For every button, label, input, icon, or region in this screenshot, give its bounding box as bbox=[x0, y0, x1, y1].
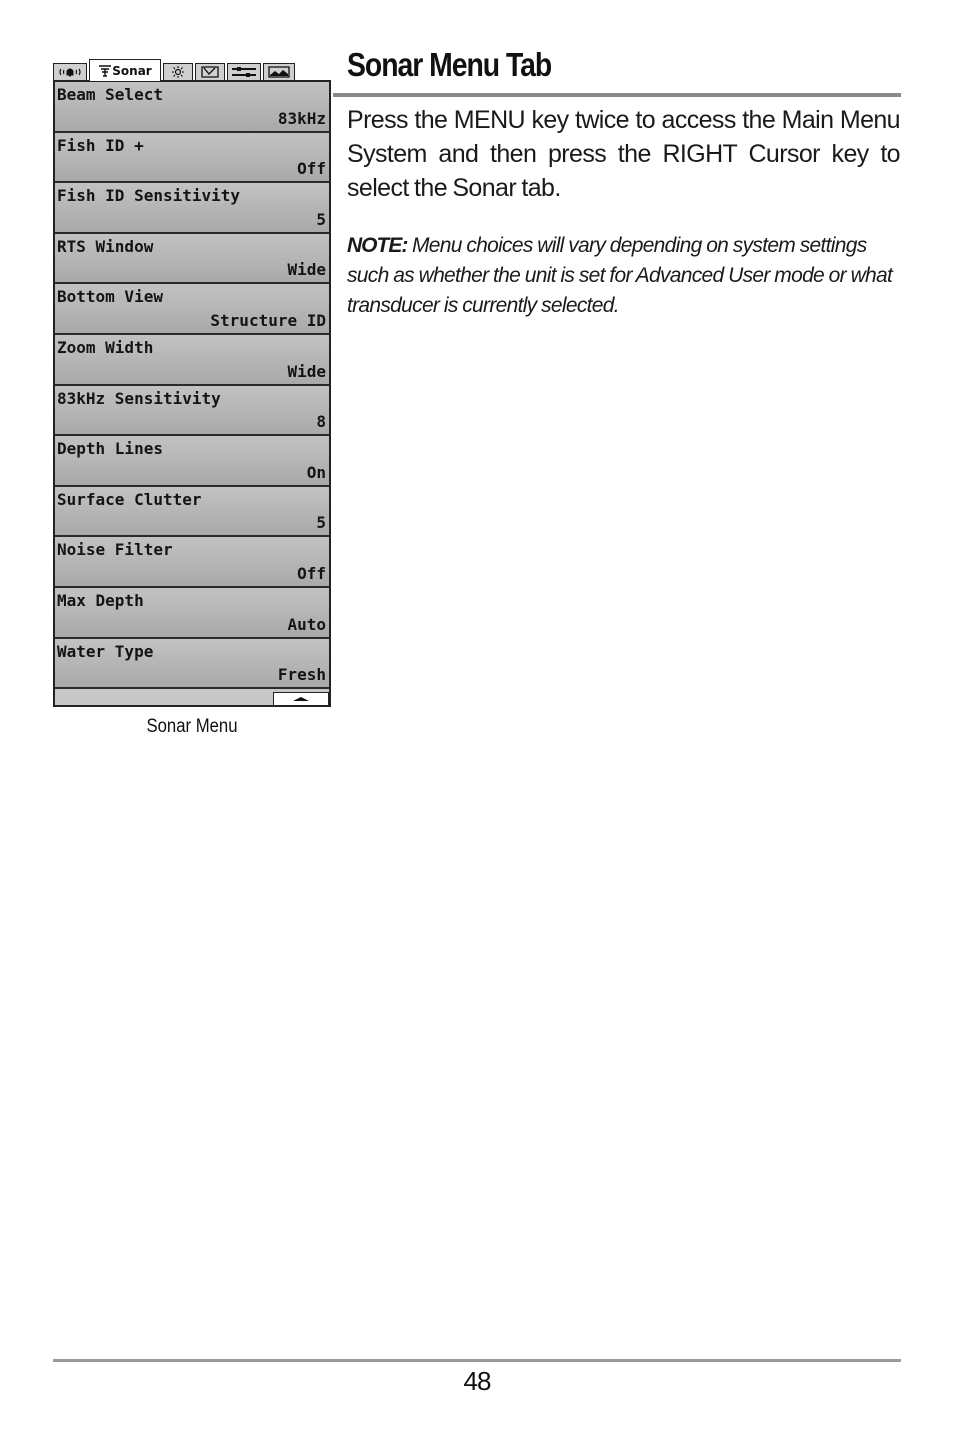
fish-tank-icon bbox=[201, 66, 219, 78]
tab-alarms[interactable] bbox=[53, 63, 87, 80]
menu-item-label: Depth Lines bbox=[57, 439, 163, 459]
sonar-menu-screenshot bbox=[53, 57, 331, 707]
menu-item-value: Structure ID bbox=[210, 310, 326, 330]
menu-item-label: Fish ID Sensitivity bbox=[57, 186, 241, 206]
menu-item-water-type[interactable] bbox=[55, 639, 329, 690]
menu-item-fish-id-sensitivity[interactable] bbox=[55, 183, 329, 234]
menu-item-max-depth[interactable] bbox=[55, 588, 329, 639]
menu-item-label: Bottom View bbox=[57, 287, 163, 307]
section-title: Sonar Menu Tab bbox=[347, 46, 552, 83]
menu-item-83khz-sensitivity[interactable] bbox=[55, 386, 329, 437]
tab-views[interactable] bbox=[263, 63, 295, 80]
tab-sonar[interactable] bbox=[89, 59, 161, 81]
sonar-menu-list bbox=[53, 80, 331, 707]
menu-item-value: Auto bbox=[287, 614, 326, 634]
menu-item-label: 83kHz Sensitivity bbox=[57, 388, 221, 408]
menu-item-value: Off bbox=[297, 563, 326, 583]
tab-sonar-label: Sonar bbox=[112, 63, 152, 78]
menu-item-zoom-width[interactable] bbox=[55, 335, 329, 386]
menu-item-label: Surface Clutter bbox=[57, 489, 202, 509]
menu-item-label: Beam Select bbox=[57, 85, 163, 104]
sun-icon bbox=[171, 66, 185, 78]
menu-item-label: Noise Filter bbox=[57, 540, 173, 560]
menu-item-value: 5 bbox=[316, 209, 326, 229]
menu-item-label: Fish ID + bbox=[57, 135, 144, 155]
menu-item-fish-id-plus[interactable] bbox=[55, 133, 329, 184]
chart-view-icon bbox=[268, 66, 290, 78]
menu-item-rts-window[interactable] bbox=[55, 234, 329, 285]
menu-item-label: Zoom Width bbox=[57, 337, 154, 357]
menu-item-label: Water Type bbox=[57, 641, 154, 661]
menu-item-bottom-view[interactable] bbox=[55, 284, 329, 335]
tab-setup[interactable] bbox=[227, 63, 261, 80]
setup-icon bbox=[231, 66, 257, 78]
menu-list-footer bbox=[55, 689, 329, 705]
scroll-up-button[interactable] bbox=[273, 692, 329, 705]
menu-item-value: Wide bbox=[287, 361, 326, 381]
figure-caption: Sonar Menu bbox=[146, 716, 238, 737]
tab-display[interactable] bbox=[163, 63, 193, 80]
tab-fish-id[interactable] bbox=[195, 63, 225, 80]
menu-item-value: On bbox=[306, 462, 326, 482]
title-divider bbox=[333, 93, 901, 97]
menu-item-value: Fresh bbox=[277, 665, 326, 685]
menu-tab-bar bbox=[53, 57, 331, 80]
note-label: NOTE: bbox=[347, 234, 408, 257]
menu-item-depth-lines[interactable] bbox=[55, 436, 329, 487]
menu-item-noise-filter[interactable] bbox=[55, 537, 329, 588]
menu-item-value: Off bbox=[297, 159, 326, 179]
menu-item-surface-clutter[interactable] bbox=[55, 487, 329, 538]
page-number: 48 bbox=[463, 1366, 491, 1396]
menu-item-value: 83kHz bbox=[277, 108, 326, 128]
menu-item-beam-select[interactable] bbox=[55, 82, 329, 133]
menu-item-label: Max Depth bbox=[57, 590, 144, 610]
menu-item-label: RTS Window bbox=[57, 236, 154, 256]
sonar-beam-icon bbox=[98, 65, 112, 77]
note-text: Menu choices will vary depending on system settings such as whether the unit is set for Advanced User mode or what transducer is currently selected. bbox=[347, 234, 893, 317]
footer-divider bbox=[53, 1359, 901, 1362]
scroll-up-arrow-icon bbox=[289, 695, 313, 703]
section-body: Press the MENU key twice to access the Main Menu System and then press the RIGHT Cursor key to select the Sonar tab. bbox=[347, 106, 900, 202]
menu-item-value: 5 bbox=[316, 513, 326, 533]
menu-item-value: Wide bbox=[287, 260, 326, 280]
menu-item-value: 8 bbox=[316, 412, 326, 432]
note-paragraph bbox=[347, 231, 900, 321]
alarm-bell-icon bbox=[59, 66, 81, 78]
